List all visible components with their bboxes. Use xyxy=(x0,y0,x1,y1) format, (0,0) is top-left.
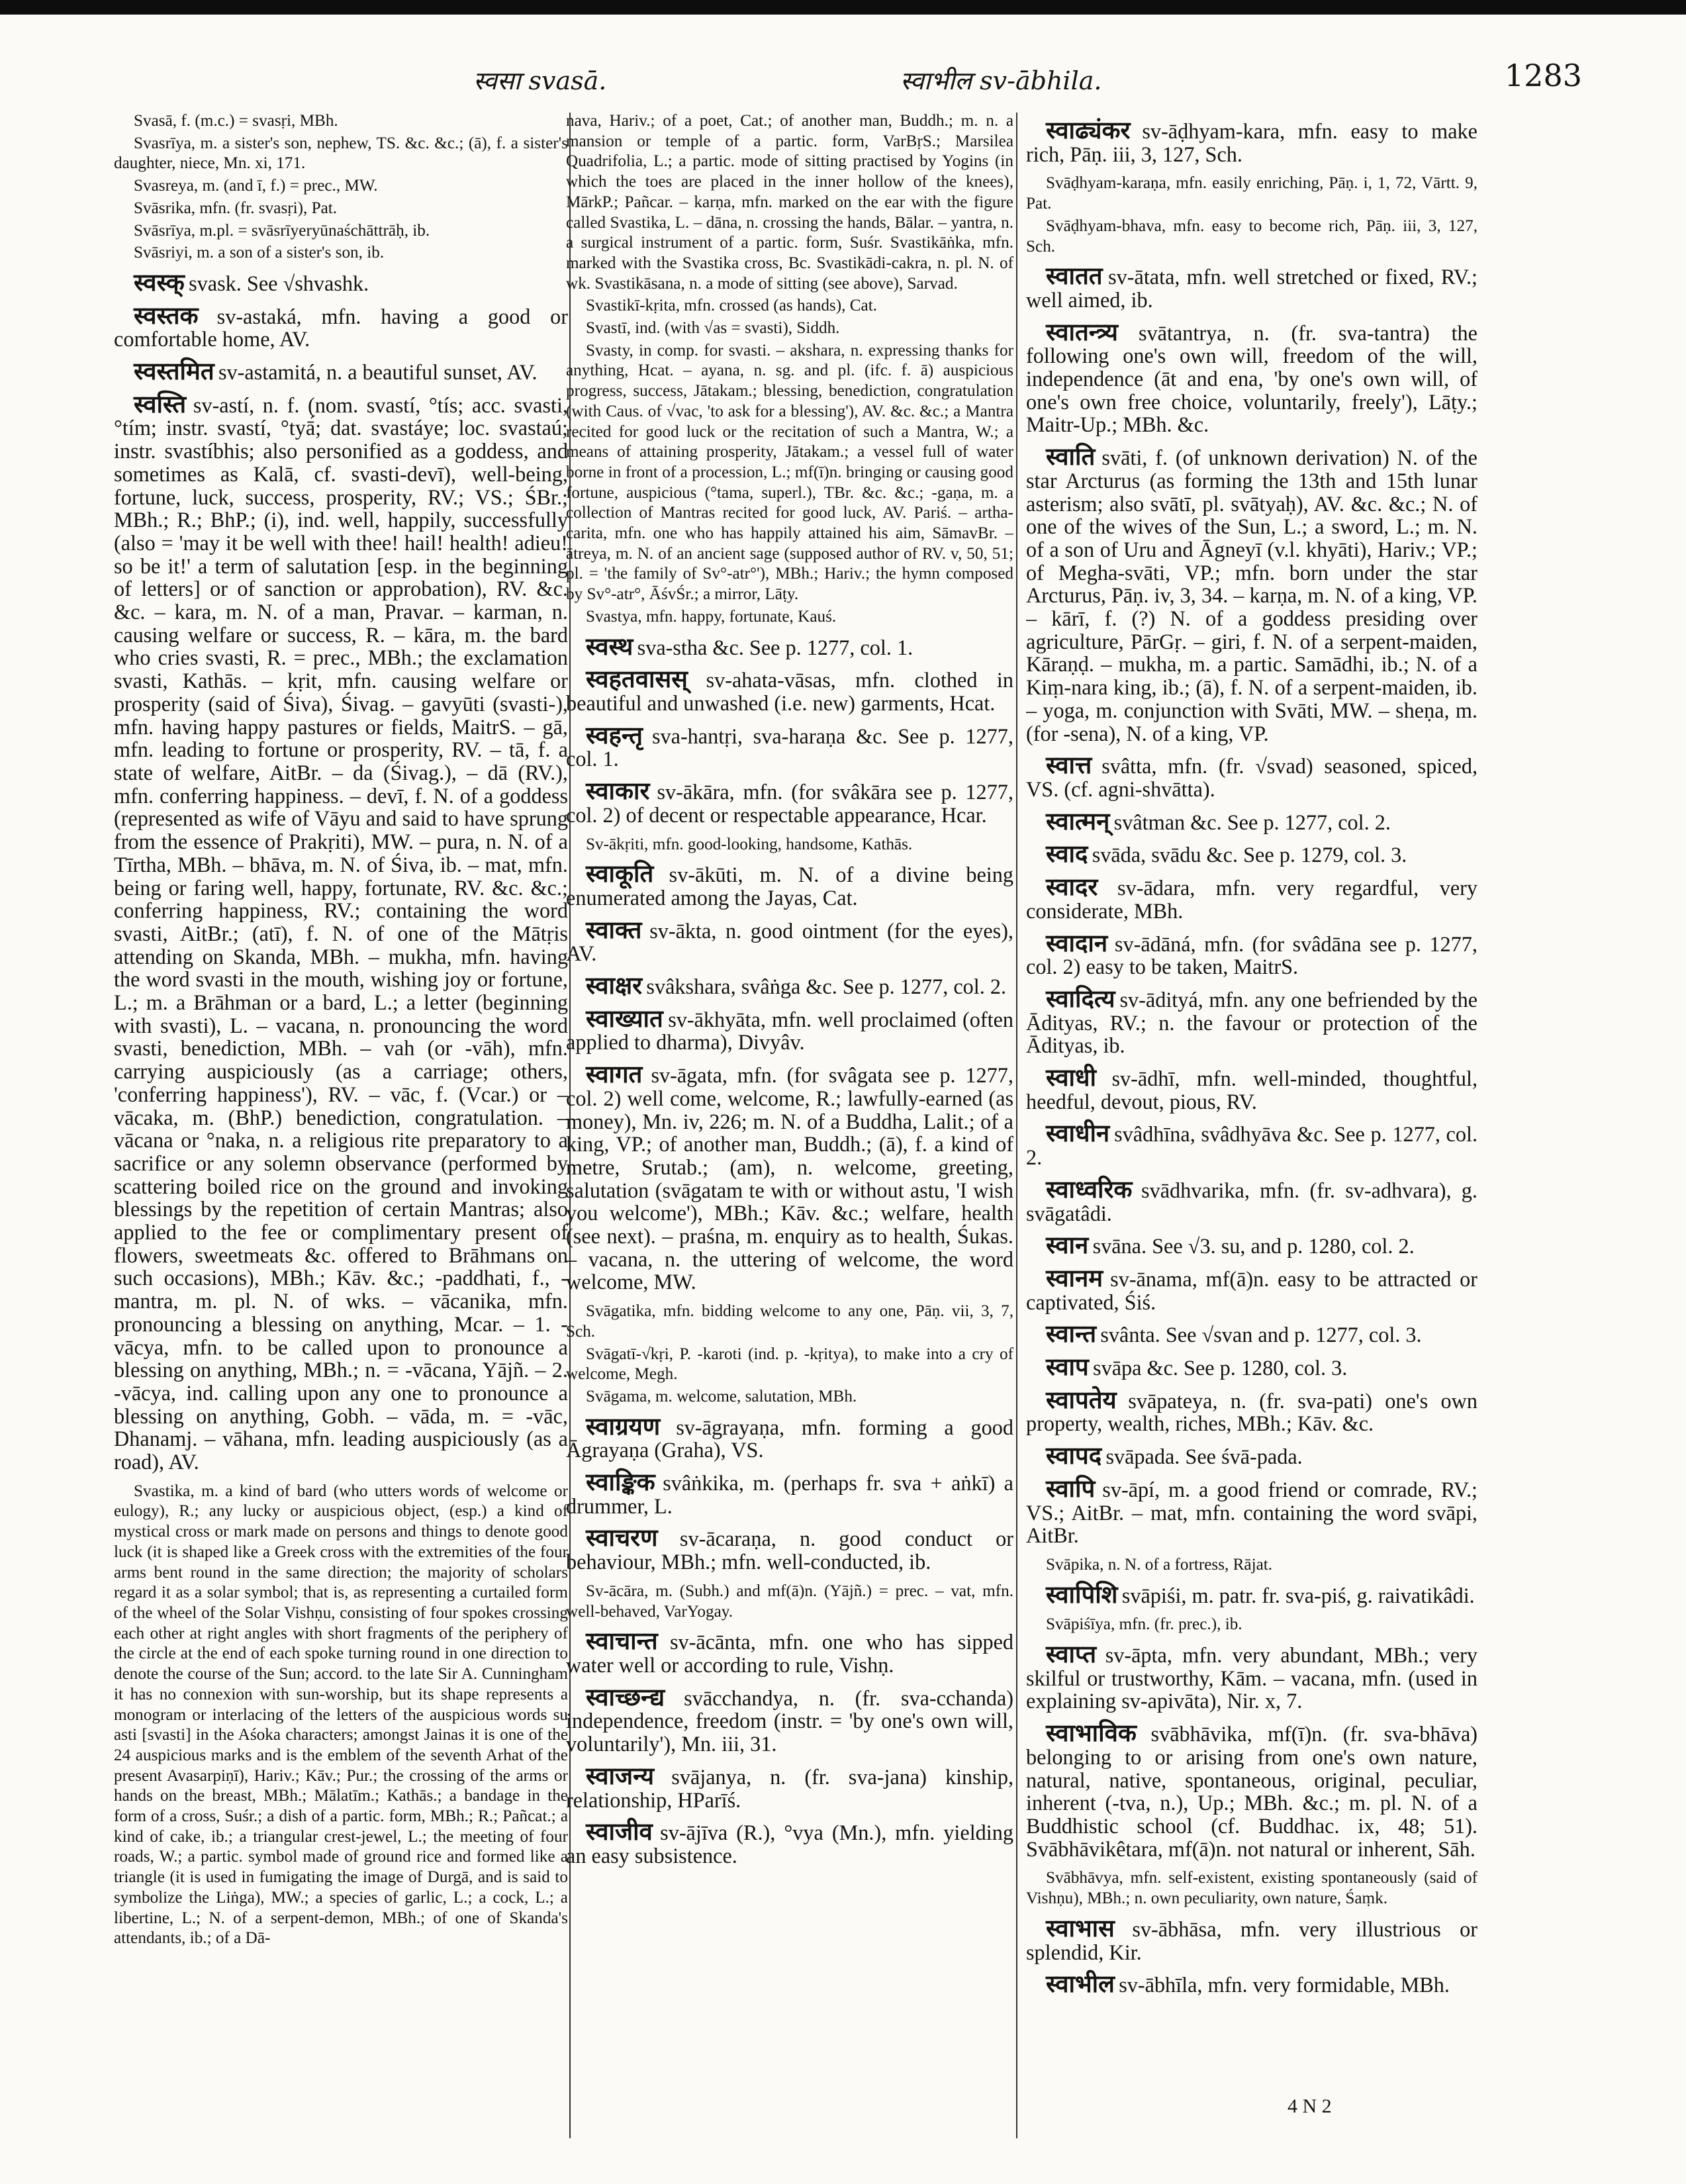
dictionary-entry xyxy=(114,1482,568,1949)
devanagari-headword: स्वातन्त्र्य xyxy=(1046,317,1118,346)
entry-text: nava, Hariv.; of a poet, Cat.; of another man, Buddh.; m. n. a mansion or temple of a partic. form, VarBṛS.; Marsilea Quadrifolia, L.; a partic. mode of sitting practised by Yogins (in which the toes are placed in the inner hollow of the knees), MārkP.; Pañcar. – karṇa, mfn. marked on the ear with the figure called Svastika, L. – dāna, n. crossing the hands, Bālar. – yantra, n. a surgical instrument of a partic. form, Suśr. Svastikāṅka, mfn. marked with the Svastika cross, Bc. Svastikādi-cakra, n. pl. N. of wk. Svastikāsana, n. a mode of sitting (see above), Sarvad. xyxy=(566,112,1013,293)
dictionary-entry xyxy=(114,389,568,1475)
header-left-guideword: स्वसा svasā. xyxy=(473,66,607,95)
dictionary-entry xyxy=(566,1468,1013,1519)
entry-text: Svāgama, m. welcome, salutation, MBh. xyxy=(586,1387,857,1405)
entry-text: sva-hantṛi, sva-haraṇa &c. See p. 1277, col. 1. xyxy=(566,724,1013,771)
dictionary-entry xyxy=(1026,1555,1477,1576)
entry-text: sv-ātata, mfn. well stretched or fixed, RV.; well aimed, ib. xyxy=(1026,265,1477,312)
devanagari-headword: स्वाचरण xyxy=(586,1523,658,1552)
entry-text: sv-ādara, mfn. very regardful, very considerate, MBh. xyxy=(1026,876,1477,923)
dictionary-entry xyxy=(1026,1319,1477,1349)
devanagari-headword: स्वाग्रयण xyxy=(586,1411,661,1441)
entry-text: Svāpika, n. N. of a fortress, Rājat. xyxy=(1046,1555,1273,1574)
dictionary-entry xyxy=(1026,1640,1477,1714)
page-header xyxy=(106,58,1615,109)
entry-text: svāti, f. (of unknown derivation) N. of the star Arcturus (as forming the 13th and 15th lunar asterism; also svātī, pl. svātyaḥ), AV. &c. &c.; N. of one of the wives of the Sun, L.; a sword, L.; m. N. of a son of Uru and Āgneyī (v.l. khyāti), Hariv.; VP.; of Megha-svāti, VP.; mfn. born under the star Arcturus, Pāṇ. iv, 3, 34. – karṇa, m. N. of a king, VP. – kārī, f. (?) N. of a goddess presiding over agriculture, PārGṛ. – giri, f. N. of a serpent-maiden, Kāraṇḍ. – mukha, m. a partic. Samādhi, ib.; N. of a Kiṃ-nara king, ib.; (ā), f. N. of a serpent-maiden, ib. – yoga, m. conjunction with Svāti, MW. – sheṇa, m. (for -sena), N. of a king, VP. xyxy=(1026,446,1477,745)
dictionary-entry xyxy=(566,1004,1013,1055)
dictionary-entry xyxy=(566,1302,1013,1342)
devanagari-headword: स्वाकूति xyxy=(586,859,654,888)
entry-text: sv-ānama, mf(ā)n. easy to be attracted or captivated, Śiś. xyxy=(1026,1266,1477,1314)
devanagari-headword: स्वाधीन xyxy=(1046,1119,1110,1148)
dictionary-entry xyxy=(1026,1263,1477,1315)
entry-text: svâtta, mfn. (fr. √svad) seasoned, spiced, VS. (cf. agni-shvātta). xyxy=(1026,754,1477,801)
entry-text: svânta. See √svan and p. 1277, col. 3. xyxy=(1100,1323,1422,1347)
dictionary-entry xyxy=(1026,1719,1477,1862)
devanagari-headword: स्वाप xyxy=(1046,1353,1089,1382)
devanagari-headword: स्वात्त xyxy=(1046,751,1092,780)
column-2 xyxy=(566,111,1013,2144)
dictionary-entry xyxy=(566,915,1013,967)
column-rule-2 xyxy=(1016,113,1017,2138)
devanagari-headword: स्वादित्य xyxy=(1046,984,1115,1013)
entry-text: svâṅkika, m. (perhaps fr. sva + aṅkī) a drummer, L. xyxy=(566,1471,1013,1518)
entry-text: Sv-ākṛiti, mfn. good-looking, handsome, Kathās. xyxy=(586,835,913,853)
entry-text: sv-āḍhyam-kara, mfn. easy to make rich, Pāṇ. iii, 3, 127, Sch. xyxy=(1026,119,1477,166)
dictionary-entry xyxy=(1026,806,1477,835)
dictionary-entry xyxy=(566,318,1013,339)
entry-text: svādhvarika, mfn. (fr. sv-adhvara), g. svāgatâdi. xyxy=(1026,1178,1477,1225)
entry-text: sv-āgata, mfn. (for svâgata see p. 1277, col. 2) well come, welcome, R.; lawfully-earned (as money), Mn. iv, 226; m. N. of a Buddha, Lalit.; of a king, VP.; of another man, Buddh.; (ā), f. a kind of metre, Srutab.; (am), n. welcome, greeting, salutation (svāgatam te with or without astu, 'I wish you welcome'), MBh.; Kāv. &c.; welfare, health (see next). – praśna, m. enquiry as to health, Śukas. – vacana, n. the uttering of welcome, the word welcome, MW. xyxy=(566,1063,1013,1294)
entry-text: svâdhīna, svâdhyāva &c. See p. 1277, col. 2. xyxy=(1026,1122,1477,1170)
devanagari-headword: स्वादर xyxy=(1046,873,1098,902)
dictionary-entry xyxy=(1026,261,1477,312)
devanagari-headword: स्वाजन्य xyxy=(586,1761,655,1790)
dictionary-entry xyxy=(114,176,568,197)
dictionary-entry xyxy=(1026,1231,1477,1260)
devanagari-headword: स्वाति xyxy=(1046,442,1096,471)
entry-text: Sv-ācāra, m. (Subh.) and mf(ā)n. (Yājñ.) = prec. – vat, mfn. well-behaved, VarYogay. xyxy=(566,1582,1013,1621)
entry-text: sv-ājīva (R.), °vya (Mn.), mfn. yielding an easy subsistence. xyxy=(566,1821,1013,1868)
entry-text: Svābhāvya, mfn. self-existent, existing spontaneously (said of Vishṇu), MBh.; n. own peculiarity, own nature, Śaṃk. xyxy=(1026,1869,1477,1908)
entry-text: sv-ahata-vāsas, mfn. clothed in beautiful and unwashed (i.e. new) garments, Hcat. xyxy=(566,668,1013,715)
entry-text: Svasrīya, m. a sister's son, nephew, TS. &c. &c.; (ā), f. a sister's daughter, niece, Mn. xi, 171. xyxy=(114,134,568,173)
devanagari-headword: स्वातत xyxy=(1046,261,1103,291)
dictionary-entry xyxy=(566,720,1013,772)
entry-text: sv-ākāra, mfn. (for svâkāra see p. 1277, col. 2) of decent or respectable appearance, Hcar. xyxy=(566,780,1013,827)
entry-text: sv-ākūti, m. N. of a divine being enumerated among the Jayas, Cat. xyxy=(566,863,1013,910)
signature-mark: 4 N 2 xyxy=(1288,2095,1332,2117)
entry-text: Svastya, mfn. happy, fortunate, Kauś. xyxy=(586,607,837,626)
dictionary-entry xyxy=(1026,1615,1477,1635)
entry-text: Svastikī-kṛita, mfn. crossed (as hands), Cat. xyxy=(586,297,877,315)
entry-text: sv-astí, n. f. (nom. svastí, °tís; acc. svasti, °tím; instr. svastí, °tyā́; dat. svastáye; loc. svastaú; instr. svastíbhis; also personified as a goddess, and sometimes as Kalā, cf. svasti-devī), well-being, fortune, luck, success, prosperity, RV.; VS.; ŚBr.; MBh.; R.; BhP.; (i), ind. well, happily, successfully (also = 'may it be well with thee! hail! health! adieu! so be it!' a term of salutation [esp. in the beginning of letters] or of sanction or approbation), RV. &c. &c. – kara, m. N. of a man, Pravar. – karman, n. causing welfare or success, R. – kāra, m. the bard who cries svasti, R. = prec., MBh.; the exclamation svasti, Kathās. – kṛit, mfn. causing welfare or prosperity (said of Śiva), Śivag. – gavyūti (svasti-), mfn. having happy pastures or fields, MaitrS. – gā, mfn. leading to fortune or prosperity, RV. – tā, f. a state of welfare, AitBr. – da (Śivag.), – dā (RV.), mfn. conferring happiness. – devī, f. N. of a goddess (represented as wife of Vāyu and said to have sprung from the essence of Prakṛiti), MW. – pura, n. N. of a Tīrtha, MBh. – bhāva, m. N. of Śiva, ib. – mat, mfn. being or faring well, happy, fortunate, RV. &c. &c.; conferring happiness, RV.; containing the word svasti, AitBr.; (atī), f. N. of one of the Mātṛis attending on Skanda, MBh. – mukha, mfn. having the word svasti in the mouth, wishing joy or fortune, L.; m. a Brāhman or a bard, L.; a letter (beginning with svasti), L. – vacana, n. pronouncing the word svasti, benediction, MBh. – vah (or -vāh), mfn. carrying auspiciously (as a carriage; others, 'conferring happiness'), RV. – vāc, f. (Vcar.) or – vācaka, m. (BhP.) benediction, congratulation. – vācana or °naka, n. a religious rite preparatory to a sacrifice or any solemn observance (performed by scattering boiled rice on the ground and invoking blessings by the repetition of certain Mantras; also applied to the fee or complimentary present of flowers, sweetmeats &c. offered to Brāhmans on such occasions), MBh.; Kāv. &c.; -paddhati, f., -mantra, m. pl. N. of wks. – vācanika, mfn. pronouncing a blessing on anything, Mcar. – 1. -vācya, mfn. to be called upon to pronounce a blessing on anything, MBh.; n. = -vācana, Yājñ. – 2. -vācya, ind. calling upon any one to pronounce a blessing on anything, Gobh. – vāda, m. = -vāc, Dhanamj. – vāhana, mfn. leading auspiciously (as a road), AV. xyxy=(114,393,568,1474)
column-1 xyxy=(114,111,568,2144)
entry-text: sv-ādityá, mfn. any one befriended by the Ādityas, RV.; n. the favour or protection of the Ādityas, ib. xyxy=(1026,987,1477,1058)
dictionary-entry xyxy=(566,341,1013,605)
entry-text: Svāḍhyam-bhava, mfn. easy to become rich, Pāṇ. iii, 3, 127, Sch. xyxy=(1026,216,1477,256)
dictionary-entry xyxy=(1026,116,1477,167)
devanagari-headword: स्वात्मन् xyxy=(1046,806,1110,835)
dictionary-entry xyxy=(566,1627,1013,1678)
dictionary-entry xyxy=(566,971,1013,1000)
entry-text: Svāsriyi, m. a son of a sister's son, ib. xyxy=(134,244,385,262)
devanagari-headword: स्वाक्त xyxy=(586,915,642,944)
entry-text: Svāḍhyam-karaṇa, mfn. easily enriching, Pāṇ. i, 1, 72, Vārtt. 9, Pat. xyxy=(1026,174,1477,213)
entry-text: sv-astaká, mfn. having a good or comfortable home, AV. xyxy=(114,304,568,352)
entry-text: Svāgatika, mfn. bidding welcome to any one, Pāṇ. vii, 3, 7, Sch. xyxy=(566,1302,1013,1341)
devanagari-headword: स्वाभाविक xyxy=(1046,1719,1137,1748)
entry-text: sv-ācaraṇa, n. good conduct or behaviour, MBh.; mfn. well-conducted, ib. xyxy=(566,1527,1013,1574)
entry-text: sv-ācānta, mfn. one who has sipped water well or according to rule, Vishṇ. xyxy=(566,1630,1013,1677)
dictionary-entry xyxy=(1026,1063,1477,1114)
dictionary-entry xyxy=(1026,839,1477,869)
entry-text: svāda, svādu &c. See p. 1279, col. 3. xyxy=(1092,843,1407,867)
dictionary-entry xyxy=(566,1682,1013,1757)
dictionary-entry xyxy=(566,296,1013,316)
devanagari-headword: स्वापिशि xyxy=(1046,1580,1118,1609)
entry-text: sv-ādāná, mfn. (for svâdāna see p. 1277, col. 2) easy to be taken, MaitrS. xyxy=(1026,931,1477,979)
dictionary-entry xyxy=(114,221,568,242)
devanagari-headword: स्वाढ्यंकर xyxy=(1046,116,1131,144)
entry-text: sv-ābhāsa, mfn. very illustrious or splendid, Kir. xyxy=(1026,1917,1477,1964)
dictionary-entry xyxy=(1026,1385,1477,1437)
dictionary-entry xyxy=(566,859,1013,910)
entry-text: Svasā, f. (m.c.) = svasṛi, MBh. xyxy=(134,112,338,130)
entry-text: Svāsrīya, m.pl. = svāsrīyeryūnaśchāttrāḥ, ib. xyxy=(134,221,430,240)
dictionary-entry xyxy=(1026,442,1477,746)
entry-text: sv-āgrayaṇa, mfn. forming a good Āgrayaṇa (Graha), VS. xyxy=(566,1415,1013,1462)
devanagari-headword: स्वाजीव xyxy=(586,1817,653,1846)
devanagari-headword: स्वाकार xyxy=(586,777,650,806)
dictionary-entry xyxy=(1026,873,1477,924)
dictionary-entry xyxy=(566,1411,1013,1463)
page-number: 1283 xyxy=(1504,58,1582,93)
dictionary-entry xyxy=(1026,216,1477,257)
entry-text: svāna. See √3. su, and p. 1280, col. 2. xyxy=(1092,1234,1415,1258)
entry-text: Svastī, ind. (with √as = svasti), Siddh. xyxy=(586,319,840,338)
dictionary-entry xyxy=(566,835,1013,855)
devanagari-headword: स्वापतेय xyxy=(1046,1385,1117,1414)
devanagari-headword: स्वान्त xyxy=(1046,1319,1097,1349)
dictionary-entry xyxy=(1026,173,1477,214)
dictionary-entry xyxy=(1026,1119,1477,1170)
entry-text: svājanya, n. (fr. sva-jana) kinship, relationship, HParīś. xyxy=(566,1764,1013,1812)
dictionary-entry xyxy=(1026,1970,1477,1999)
devanagari-headword: स्वाभास xyxy=(1046,1913,1115,1942)
entry-text: sv-astamitá, n. a beautiful sunset, AV. xyxy=(218,360,538,385)
devanagari-headword: स्वाप्त xyxy=(1046,1640,1097,1669)
dictionary-entry xyxy=(114,111,568,132)
entry-text: svask. See √shvashk. xyxy=(189,271,369,295)
dictionary-entry xyxy=(1026,1868,1477,1909)
devanagari-headword: स्वानम xyxy=(1046,1263,1103,1292)
dictionary-entry xyxy=(114,267,568,297)
dictionary-entry xyxy=(114,357,568,386)
entry-text: Svasreya, m. (and ī, f.) = prec., MW. xyxy=(134,177,378,195)
dictionary-entry xyxy=(114,243,568,263)
devanagari-headword: स्वान xyxy=(1046,1231,1089,1260)
dictionary-entry xyxy=(566,607,1013,628)
entry-text: svābhāvika, mf(ī)n. (fr. sva-bhāva) belonging to or arising from one's own nature, natural, native, spontaneous, original, peculiar, inherent (-tva, n.), Up.; MBh. &c.; m. pl. N. of a Buddhistic school (cf. Buddhac. ix, 48; 51). Svābhāvikêtara, mf(ā)n. not natural or inherent, Sāh. xyxy=(1026,1722,1477,1861)
header-right-guideword: स्वाभील sv-ābhila. xyxy=(900,66,1102,95)
devanagari-headword: स्वागत xyxy=(586,1060,643,1089)
dictionary-entry xyxy=(566,1523,1013,1574)
devanagari-headword: स्वहतवासस् xyxy=(586,665,688,694)
dictionary-entry xyxy=(114,134,568,174)
dictionary-entry xyxy=(1026,1441,1477,1470)
dictionary-entry xyxy=(1026,1474,1477,1548)
devanagari-headword: स्वाङ्किक xyxy=(586,1468,655,1497)
dictionary-entry xyxy=(566,665,1013,716)
dictionary-entry xyxy=(1026,1174,1477,1226)
devanagari-headword: स्वाद xyxy=(1046,839,1088,869)
devanagari-headword: स्वहन्तृ xyxy=(586,720,643,749)
dictionary-entry xyxy=(566,1817,1013,1868)
dictionary-entry xyxy=(566,1761,1013,1813)
devanagari-headword: स्वस्तमित xyxy=(134,357,214,386)
devanagari-headword: स्वादान xyxy=(1046,928,1108,957)
dictionary-entry xyxy=(1026,1580,1477,1609)
entry-text: Svāsrika, mfn. (fr. svasṛi), Pat. xyxy=(134,199,338,217)
dictionary-entry xyxy=(114,301,568,352)
dictionary-entry xyxy=(1026,928,1477,980)
dictionary-entry xyxy=(566,1345,1013,1385)
devanagari-headword: स्वाख्यात xyxy=(586,1004,663,1033)
entry-text: Svāgatī-√kṛi, P. -karoti (ind. p. -kṛitya), to make into a cry of welcome, Megh. xyxy=(566,1345,1013,1384)
devanagari-headword: स्वाक्षर xyxy=(586,971,643,1000)
entry-text: svātantrya, n. (fr. sva-tantra) the following one's own will, freedom of the will, independence (āt and ena, 'by one's own will, of one's own free choice, voluntarily, freely'), Lāṭy.; Maitr-Up.; MBh. &c. xyxy=(1026,320,1477,437)
dictionary-entry xyxy=(1026,1913,1477,1965)
devanagari-headword: स्वाभील xyxy=(1046,1970,1115,1999)
devanagari-headword: स्वस्थ xyxy=(586,632,633,661)
top-border xyxy=(0,0,1686,15)
devanagari-headword: स्वस्ति xyxy=(134,389,187,418)
dictionary-entry xyxy=(566,1060,1013,1295)
devanagari-headword: स्वाच्छन्द्य xyxy=(586,1682,665,1711)
column-3 xyxy=(1026,111,1477,2144)
devanagari-headword: स्वापद xyxy=(1046,1441,1102,1470)
dictionary-entry xyxy=(1026,984,1477,1059)
dictionary-entry xyxy=(1026,1353,1477,1382)
dictionary-entry xyxy=(566,632,1013,661)
entry-text: svâtman &c. See p. 1277, col. 2. xyxy=(1113,810,1391,834)
dictionary-entry xyxy=(114,199,568,219)
dictionary-entry xyxy=(566,1387,1013,1407)
entry-text: svâkshara, svâṅga &c. See p. 1277, col. 2. xyxy=(646,974,1007,999)
entry-text: svāpa &c. See p. 1280, col. 3. xyxy=(1093,1356,1348,1380)
entry-text: svāpada. See śvā-pada. xyxy=(1105,1445,1303,1469)
entry-text: svāpateya, n. (fr. sva-pati) one's own property, wealth, riches, MBh.; Kāv. &c. xyxy=(1026,1388,1477,1436)
dictionary-entry xyxy=(566,777,1013,828)
entry-text: sva-stha &c. See p. 1277, col. 1. xyxy=(637,635,913,659)
entry-text: sv-ābhīla, mfn. very formidable, MBh. xyxy=(1119,1973,1450,1997)
devanagari-headword: स्वाध्वरिक xyxy=(1046,1174,1133,1204)
entry-text: sv-ākhyāta, mfn. well proclaimed (often applied to dharma), Divyâv. xyxy=(566,1007,1013,1055)
entry-text: svācchandya, n. (fr. sva-cchanda) independence, freedom (instr. = 'by one's own will, voluntarily'), Mn. iii, 31. xyxy=(566,1685,1013,1756)
devanagari-headword: स्वाधी xyxy=(1046,1063,1096,1092)
devanagari-headword: स्वाचान्त xyxy=(586,1627,658,1656)
dictionary-entry xyxy=(1026,751,1477,802)
entry-text: Svāpiśīya, mfn. (fr. prec.), ib. xyxy=(1046,1615,1242,1634)
devanagari-headword: स्वस्तक xyxy=(134,301,199,330)
dictionary-entry xyxy=(566,1582,1013,1622)
dictionary-entry xyxy=(1026,317,1477,438)
entry-text: sv-āpta, mfn. very abundant, MBh.; very skilful or trustworthy, Kām. – vacana, mfn. (used in explaining sv-apivāta), Nir. x, 7. xyxy=(1026,1643,1477,1713)
devanagari-headword: स्वस्क् xyxy=(134,267,185,297)
entry-text: svāpiśi, m. patr. fr. sva-piś, g. raivatikâdi. xyxy=(1121,1583,1475,1607)
entry-text: sv-āpí, m. a good friend or comrade, RV.; VS.; AitBr. – mat, mfn. containing the word svāpi, AitBr. xyxy=(1026,1477,1477,1548)
entry-text: sv-ākta, n. good ointment (for the eyes), AV. xyxy=(566,918,1013,966)
devanagari-headword: स्वापि xyxy=(1046,1474,1096,1503)
entry-text: Svasty, in comp. for svasti. – akshara, n. expressing thanks for anything, Hcat. – ayana, n. sg. and pl. (ifc. f. ā) auspicious progress, success, Jātakam.; blessing, benediction, congratulation (with Caus. of √vac, 'to ask for a blessing'), AV. &c. &c.; a Mantra recited for good luck or the recitation of such a Mantra, W.; a means of attaining prosperity, Jātakam.; a vessel full of water borne in front of a procession, L.; mf(ī)n. bringing or causing good fortune, auspicious (°tama, superl.), TBr. &c. &c.; -gaṇa, m. a collection of Mantras recited for good luck, AV. Pariś. – artha-carita, mfn. one who has happily attained his aim, SāmavBr. – ātreya, m. N. of an ancient sage (supposed author of RV. v, 50, 51; pl. = 'the family of Sv°-atr°'), MBh.; Hariv.; the hymn composed by Sv°-atr°, ĀśvŚr.; a mirror, Lāṭy. xyxy=(566,341,1013,604)
dictionary-entry xyxy=(566,111,1013,294)
entry-text: Svastika, m. a kind of bard (who utters words of welcome or eulogy), R.; any lucky or auspicious object, (esp.) a kind of mystical cross or mark made on persons and things to denote good luck (it is shaped like a Greek cross with the extremities of the four arms bent round in the same direction; the majority of scholars regard it as a solar symbol; that is, as representing a curtailed form of the wheel of the Solar Vishṇu, consisting of four spokes crossing each other at right angles with short fragments of the periphery of the circle at the end of each spoke turning round in one direction to denote the course of the Sun; accord. to the late Sir A. Cunningham it has no connexion with sun-worship, but its shape represents a monogram or interlacing of the letters of the auspicious words su asti [svasti] in the Aśoka characters; amongst Jainas it is one of the 24 auspicious marks and is the emblem of the seventh Arhat of the present Avasarpiṇī), Hariv.; Kāv.; Pur.; the crossing of the arms or hands on the breast, MBh.; Mālatīm.; Kathās.; a bandage in the form of a cross, Suśr.; a dish of a partic. form, MBh.; R.; Pañcat.; a kind of cake, ib.; a triangular crest-jewel, L.; the meeting of four roads, W.; a partic. symbol made of ground rice and formed like a triangle (it is used in fumigating the image of Durgā, and is said to symbolize the Liṅga), MW.; a species of garlic, L.; a cock, L.; a libertine, L.; N. of a serpent-demon, MBh.; of one of Skanda's attendants, ib.; of a Dā- xyxy=(114,1482,568,1948)
entry-text: sv-ādhī, mfn. well-minded, thoughtful, heedful, devout, pious, RV. xyxy=(1026,1067,1477,1114)
